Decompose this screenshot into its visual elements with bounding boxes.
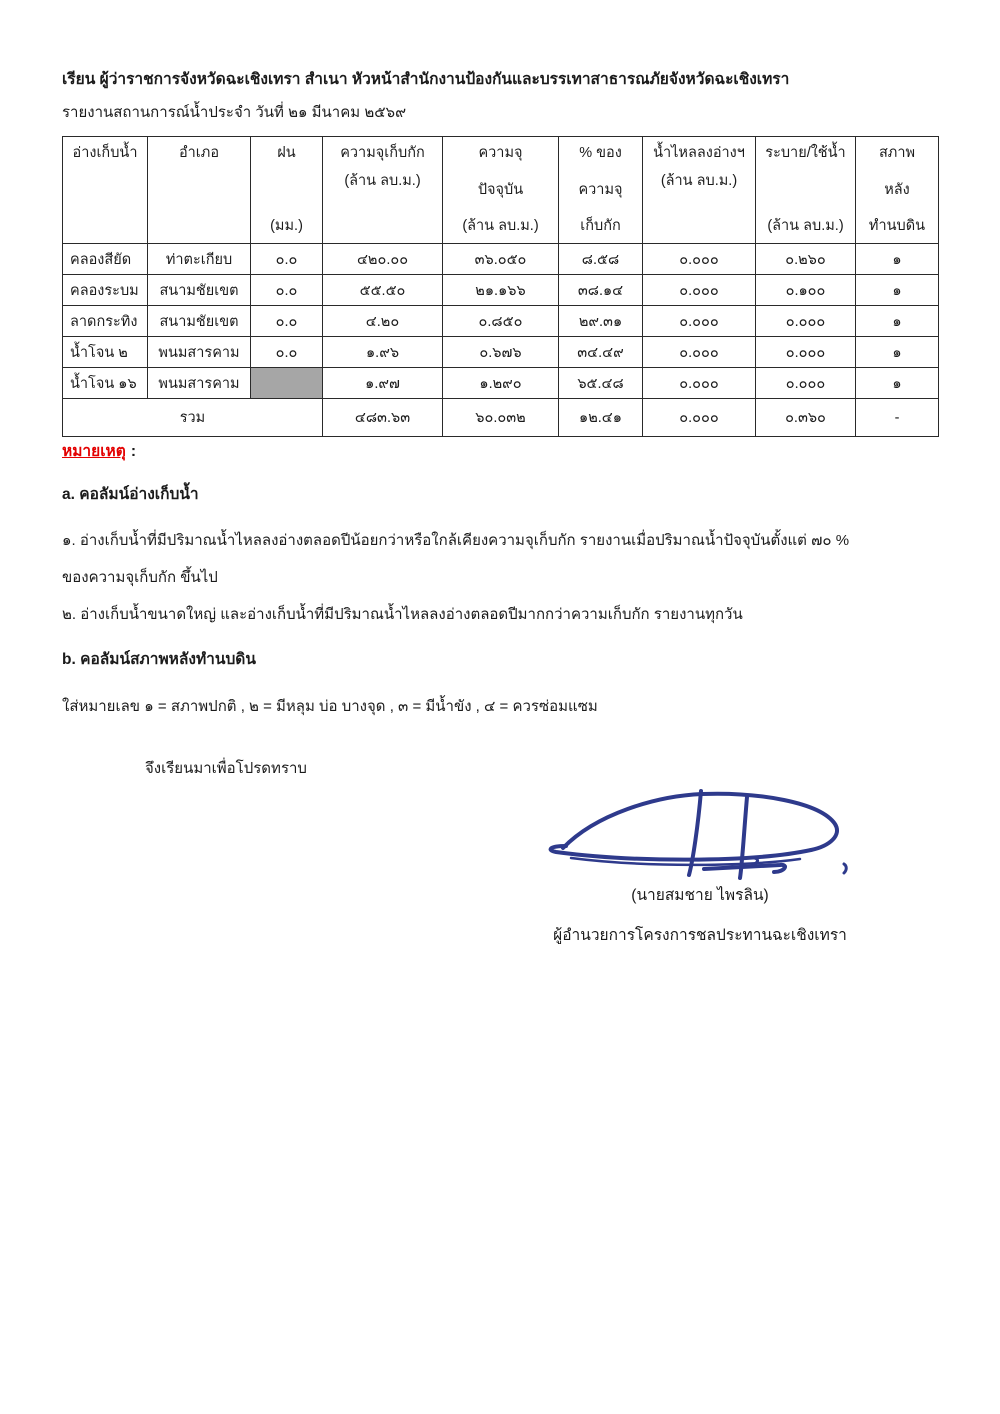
total-cell: ๐.๓๖๐ — [756, 399, 856, 437]
cell-district: ท่าตะเกียบ — [148, 244, 251, 275]
table-row — [63, 337, 939, 368]
cell-rain — [251, 368, 323, 399]
table-row — [63, 368, 939, 399]
cell-inflow: ๐.๐๐๐ — [643, 337, 756, 368]
note-2: ๒. อ่างเก็บน้ำขนาดใหญ่ และอ่างเก็บน้ำที่มีปริมาณน้ำไหลลงอ่างตลอดปีมากกว่าความเก็บกัก รายงานทุกวัน — [62, 606, 743, 623]
cell-district: พนมสารคาม — [148, 337, 251, 368]
cell-rain: ๐.๐ — [251, 244, 323, 275]
cell-reservoir: น้ำโจน ๒ — [63, 337, 148, 368]
section-b-title: b. คอลัมน์สภาพหลังทำนบดิน — [62, 651, 256, 668]
total-cell: ๖๐.๐๓๒ — [443, 399, 559, 437]
cell-percent: ๖๕.๔๘ — [559, 368, 643, 399]
note-1-line-2: ของความจุเก็บกัก ขึ้นไป — [62, 569, 218, 586]
total-cell: ๔๘๓.๖๓ — [323, 399, 443, 437]
col-header-district: อำเภอ — [148, 137, 251, 244]
signature-block — [488, 788, 912, 947]
cell-discharge: ๐.๐๐๐ — [756, 337, 856, 368]
cell-inflow: ๐.๐๐๐ — [643, 306, 756, 337]
signature-icon — [488, 788, 912, 880]
cell-current: ๑.๒๙๐ — [443, 368, 559, 399]
cell-condition: ๑ — [856, 306, 939, 337]
total-cell: ๐.๐๐๐ — [643, 399, 756, 437]
cell-condition: ๑ — [856, 244, 939, 275]
note-1-line-1: ๑. อ่างเก็บน้ำที่มีปริมาณน้ำไหลลงอ่างตลอดปีน้อยกว่าหรือใกล้เคียงความจุเก็บกัก รายงานเมื่อปริมาณน้ำปัจจุบันตั้งแต่ ๗๐ % — [62, 532, 850, 549]
cell-inflow: ๐.๐๐๐ — [643, 275, 756, 306]
cell-capacity: ๔.๒๐ — [323, 306, 443, 337]
section-a-title: a. คอลัมน์อ่างเก็บน้ำ — [62, 486, 199, 503]
cell-inflow: ๐.๐๐๐ — [643, 244, 756, 275]
table-header-row — [63, 137, 939, 244]
cell-discharge: ๐.๐๐๐ — [756, 368, 856, 399]
col-header-condition: สภาพ หลัง ทำนบดิน — [856, 137, 939, 244]
table-header — [63, 137, 939, 244]
cell-rain: ๐.๐ — [251, 337, 323, 368]
total-row — [63, 399, 939, 437]
table-body — [63, 244, 939, 437]
cell-reservoir: คลองระบม — [63, 275, 148, 306]
cell-current: ๐.๘๕๐ — [443, 306, 559, 337]
cell-district: สนามชัยเขต — [148, 275, 251, 306]
col-header-inflow: น้ำไหลลงอ่างฯ (ล้าน ลบ.ม.) — [643, 137, 756, 244]
cell-percent: ๘.๕๘ — [559, 244, 643, 275]
cell-current: ๓๖.๐๕๐ — [443, 244, 559, 275]
cell-district: พนมสารคาม — [148, 368, 251, 399]
total-cell: - — [856, 399, 939, 437]
cell-percent: ๒๙.๓๑ — [559, 306, 643, 337]
col-header-percent: % ของ ความจุ เก็บกัก — [559, 137, 643, 244]
cell-discharge: ๐.๐๐๐ — [756, 306, 856, 337]
notes-heading — [62, 438, 136, 463]
notes-heading-text: หมายเหตุ — [62, 443, 126, 460]
col-header-reservoir: อ่างเก็บน้ำ — [63, 137, 148, 244]
cell-current: ๐.๖๗๖ — [443, 337, 559, 368]
cell-discharge: ๐.๒๖๐ — [756, 244, 856, 275]
col-header-capacity: ความจุเก็บกัก (ล้าน ลบ.ม.) — [323, 137, 443, 244]
reservoir-table — [62, 136, 939, 437]
notes-heading-colon: : — [130, 443, 136, 460]
cell-rain: ๐.๐ — [251, 275, 323, 306]
cell-condition: ๑ — [856, 337, 939, 368]
cell-percent: ๓๔.๔๙ — [559, 337, 643, 368]
section-b-note: ใส่หมายเลข ๑ = สภาพปกติ , ๒ = มีหลุม บ่อ บางจุด , ๓ = มีน้ำขัง , ๔ = ควรซ่อมแซม — [62, 698, 598, 715]
cell-reservoir: ลาดกระทิง — [63, 306, 148, 337]
cell-condition: ๑ — [856, 275, 939, 306]
col-header-discharge: ระบาย/ใช้น้ำ (ล้าน ลบ.ม.) — [756, 137, 856, 244]
col-header-current: ความจุ ปัจจุบัน (ล้าน ลบ.ม.) — [443, 137, 559, 244]
table-row — [63, 275, 939, 306]
cell-rain: ๐.๐ — [251, 306, 323, 337]
closing-line: จึงเรียนมาเพื่อโปรดทราบ — [145, 760, 307, 777]
cell-current: ๒๑.๑๖๖ — [443, 275, 559, 306]
cell-capacity: ๕๕.๕๐ — [323, 275, 443, 306]
cell-discharge: ๐.๑๐๐ — [756, 275, 856, 306]
signer-name: (นายสมชาย ไพรลิน) — [631, 887, 769, 904]
col-header-rain: ฝน (มม.) — [251, 137, 323, 244]
cell-capacity: ๔๒๐.๐๐ — [323, 244, 443, 275]
signer-position: ผู้อำนวยการโครงการชลประทานฉะเชิงเทรา — [553, 927, 847, 944]
total-cell: ๑๒.๔๑ — [559, 399, 643, 437]
cell-capacity: ๑.๙๗ — [323, 368, 443, 399]
cell-capacity: ๑.๙๖ — [323, 337, 443, 368]
cell-inflow: ๐.๐๐๐ — [643, 368, 756, 399]
table-row — [63, 306, 939, 337]
total-label: รวม — [63, 399, 323, 437]
cell-condition: ๑ — [856, 368, 939, 399]
cell-district: สนามชัยเขต — [148, 306, 251, 337]
report-title-line: รายงานสถานการณ์น้ำประจำ วันที่ ๒๑ มีนาคม ๒๕๖๙ — [62, 104, 407, 121]
addressee-line: เรียน ผู้ว่าราชการจังหวัดฉะเชิงเทรา สำเนา หัวหน้าสำนักงานป้องกันและบรรเทาสาธารณภัยจังหวัดฉะเชิงเทรา — [62, 71, 790, 88]
cell-reservoir: น้ำโจน ๑๖ — [63, 368, 148, 399]
cell-percent: ๓๘.๑๔ — [559, 275, 643, 306]
cell-reservoir: คลองสียัด — [63, 244, 148, 275]
table-row — [63, 244, 939, 275]
